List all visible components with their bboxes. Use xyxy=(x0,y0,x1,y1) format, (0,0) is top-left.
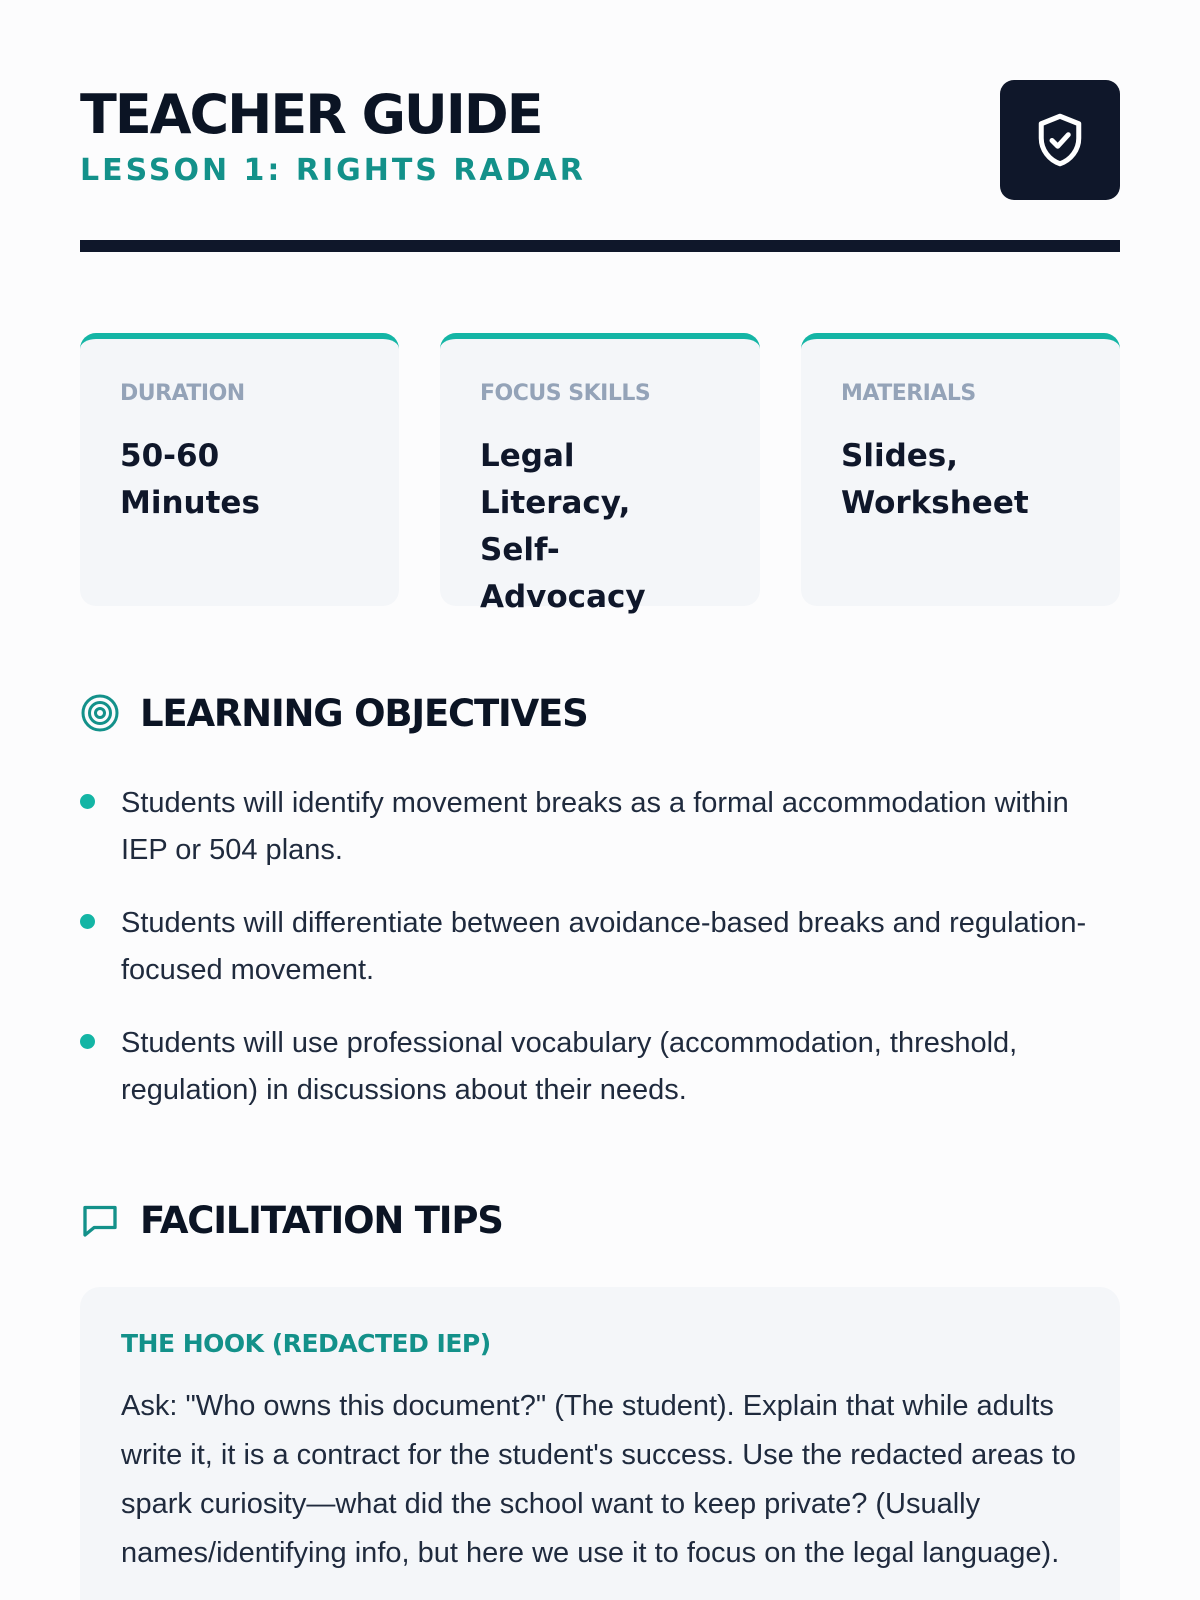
shield-check-icon xyxy=(1030,110,1090,170)
logo-badge xyxy=(1000,80,1120,200)
tip-card xyxy=(80,1287,1120,1600)
bullet-dot xyxy=(80,1034,95,1049)
page-header xyxy=(80,80,1120,200)
card-label: DURATION xyxy=(120,381,245,406)
target-icon xyxy=(80,693,120,733)
bullet-dot xyxy=(80,914,95,929)
section-title: FACILITATION TIPS xyxy=(140,1198,503,1242)
objective-text: Students will identify movement breaks as a formal accommodation within IEP or 504 plans. xyxy=(121,787,1069,866)
tip-body: Ask: "Who owns this document?" (The student). Explain that while adults write it, it is a contract for the student's success. Use the redacted areas to spark curiosity—what did the school want to keep private? (Usually names/identifying info, but here we use it to focus on the legal language). xyxy=(121,1390,1076,1569)
page-title: TEACHER GUIDE xyxy=(80,83,542,146)
list-item xyxy=(80,1020,1120,1114)
lesson-subtitle: LESSON 1: RIGHTS RADAR xyxy=(80,153,586,188)
tips-heading xyxy=(80,1200,503,1240)
card-label: MATERIALS xyxy=(841,381,976,406)
card-value: 50-60 Minutes xyxy=(120,438,260,521)
header-divider xyxy=(80,240,1120,252)
tip-title: THE HOOK (REDACTED IEP) xyxy=(121,1329,491,1358)
info-cards xyxy=(80,333,1120,615)
card-value: Legal Literacy, Self-Advocacy xyxy=(480,438,646,615)
info-card-focus-skills xyxy=(440,333,760,615)
objectives-heading xyxy=(80,693,588,733)
info-card-duration xyxy=(80,333,399,606)
bullet-dot xyxy=(80,794,95,809)
card-value: Slides, Worksheet xyxy=(841,438,1029,521)
list-item xyxy=(80,900,1120,994)
chat-bubble-icon xyxy=(80,1200,120,1240)
objectives-list xyxy=(80,780,1120,1140)
objective-text: Students will use professional vocabulary (accommodation, threshold, regulation) in discussions about their needs. xyxy=(121,1027,1018,1106)
objective-text: Students will differentiate between avoidance-based breaks and regulation-focused movement. xyxy=(121,907,1087,986)
info-card-materials xyxy=(801,333,1120,606)
card-label: FOCUS SKILLS xyxy=(480,381,651,406)
list-item xyxy=(80,780,1120,874)
section-title: LEARNING OBJECTIVES xyxy=(140,691,588,735)
